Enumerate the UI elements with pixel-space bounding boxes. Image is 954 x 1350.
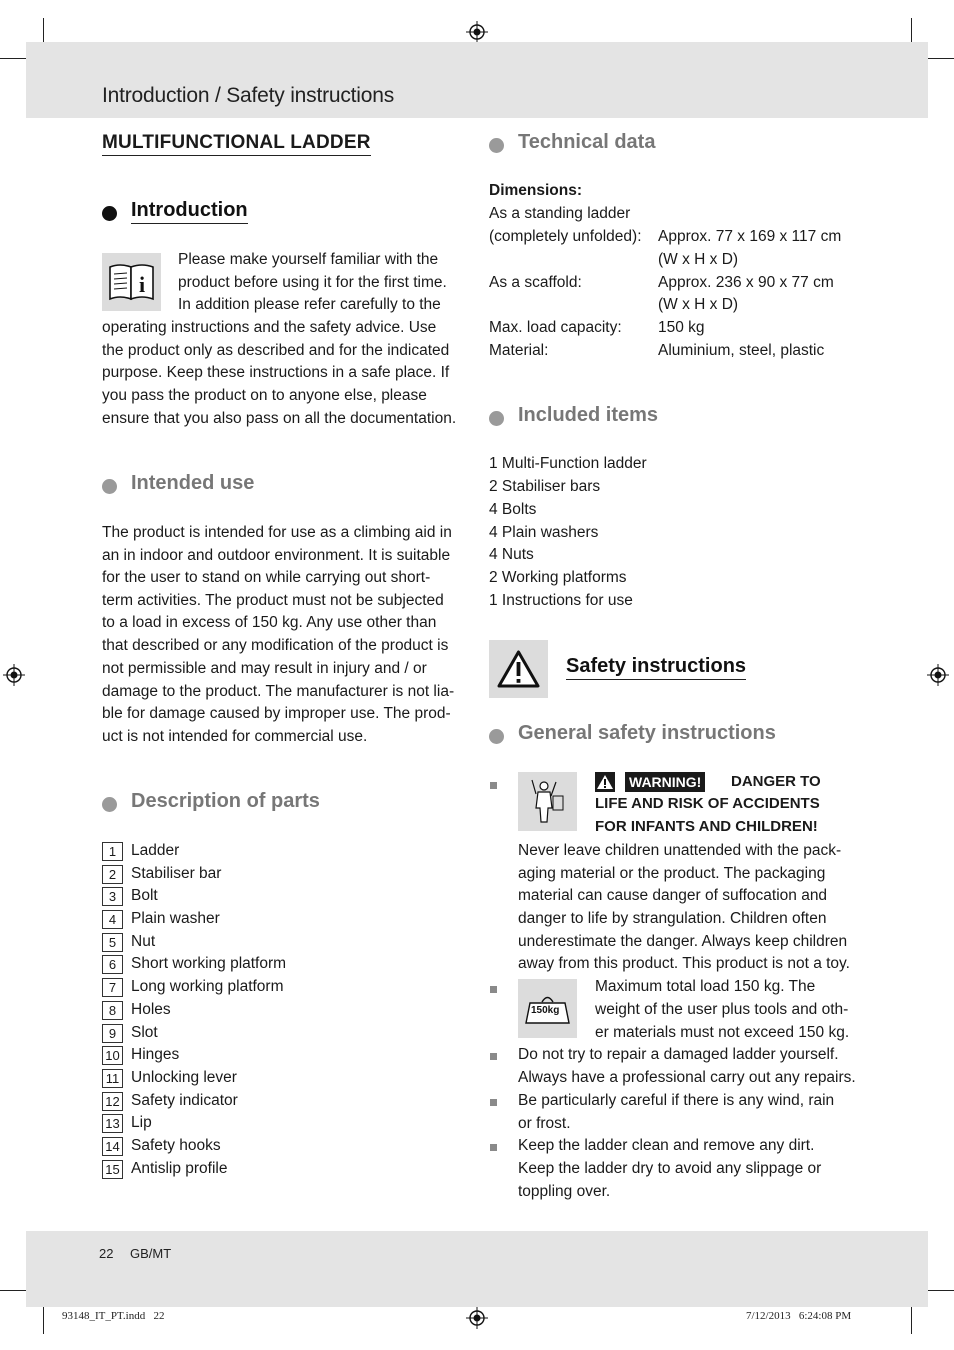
footer-band <box>26 1231 928 1307</box>
registration-mark-icon <box>3 664 25 686</box>
warning-triangle-icon <box>489 640 548 698</box>
read-manual-icon <box>102 253 161 311</box>
part-number: 3 <box>102 887 123 906</box>
intended-use-line: The product is intended for use as a climbing aid in <box>102 524 452 541</box>
intro-text-line: the product only as described and for the indicated <box>102 342 450 359</box>
safety-bullet-line: Keep the ladder clean and remove any dirt. <box>518 1137 815 1154</box>
tech-row-label: As a scaffold: <box>489 274 582 291</box>
tech-row-label: Max. load capacity: <box>489 319 622 336</box>
warning-body-line: Never leave children unattended with the pack- <box>518 842 842 859</box>
technical-data-heading: Technical data <box>518 131 656 153</box>
part-label: Safety indicator <box>131 1092 238 1109</box>
warning-body-line: underestimate the danger. Always keep children <box>518 933 848 950</box>
introduction-heading: Introduction <box>131 199 248 224</box>
part-number: 15 <box>102 1160 123 1179</box>
intended-use-line: not permissible and may result in injury and / or <box>102 660 427 677</box>
intended-use-line: to a load in excess of 150 kg. Any use other than <box>102 614 437 631</box>
intro-text-line: product before using it for the first time. <box>178 274 447 291</box>
intro-text-line: purpose. Keep these instructions in a safe place. If <box>102 364 450 381</box>
tech-row-label: As a standing ladder <box>489 205 631 222</box>
print-slug-date: 7/12/2013 6:24:08 PM <box>746 1310 852 1322</box>
included-item: 4 Plain washers <box>489 524 599 541</box>
part-number: 4 <box>102 910 123 929</box>
part-label: Slot <box>131 1024 158 1041</box>
list-bullet-icon <box>490 782 497 789</box>
part-number: 12 <box>102 1092 123 1111</box>
part-label: Long working platform <box>131 978 284 995</box>
included-item: 4 Nuts <box>489 546 534 563</box>
child-warning-icon <box>518 772 577 831</box>
part-number: 9 <box>102 1024 123 1043</box>
page-number: 22 <box>99 1246 114 1261</box>
part-number: 8 <box>102 1001 123 1020</box>
section-bullet-icon <box>489 411 504 426</box>
intended-use-line: that described or any modification of the product is <box>102 637 449 654</box>
country-code: GB/MT <box>130 1246 172 1261</box>
parts-heading: Description of parts <box>131 790 320 812</box>
tech-row-label: (completely unfolded): <box>489 228 642 245</box>
part-label: Bolt <box>131 887 158 904</box>
safety-bullet-line: Do not try to repair a damaged ladder yourself. <box>518 1046 839 1063</box>
safety-bullet-line: or frost. <box>518 1115 571 1132</box>
page-title: Introduction / Safety instructions <box>102 84 395 107</box>
part-number: 14 <box>102 1137 123 1156</box>
load-icon-text: 150kg <box>531 1005 560 1016</box>
warning-body-line: danger to life by strangulation. Children often <box>518 910 827 927</box>
load-text-line: er materials must not exceed 150 kg. <box>595 1024 850 1041</box>
tech-row-value: (W x H x D) <box>658 251 739 268</box>
svg-text:i: i <box>138 272 146 297</box>
safety-bullet-line: Be particularly careful if there is any wind, rain <box>518 1092 835 1109</box>
safety-instructions-heading: Safety instructions <box>566 655 746 680</box>
part-label: Nut <box>131 933 156 950</box>
intended-use-line: term activities. The product must not be subjected <box>102 592 444 609</box>
registration-mark-icon <box>927 664 949 686</box>
registration-mark-icon <box>466 1307 488 1329</box>
intended-use-line: an in indoor and outdoor environment. It is suitable <box>102 547 451 564</box>
tech-row-label: Material: <box>489 342 549 359</box>
part-number: 6 <box>102 955 123 974</box>
warning-body-line: away from this product. This product is not a toy. <box>518 955 850 972</box>
part-label: Ladder <box>131 842 180 859</box>
tech-row-value: Aluminium, steel, plastic <box>658 342 825 359</box>
part-label: Unlocking lever <box>131 1069 237 1086</box>
warning-title-line: DANGER TO <box>731 773 821 790</box>
intended-use-line: damage to the product. The manufacturer is not lia- <box>102 683 455 700</box>
warning-title-line: FOR INFANTS AND CHILDREN! <box>595 818 818 835</box>
tech-row-value: Approx. 77 x 169 x 117 cm <box>658 228 842 245</box>
section-bullet-icon <box>102 206 117 221</box>
tech-row-value: Approx. 236 x 90 x 77 cm <box>658 274 834 291</box>
tech-row-value: 150 kg <box>658 319 705 336</box>
list-bullet-icon <box>490 1099 497 1106</box>
part-number: 10 <box>102 1046 123 1065</box>
section-bullet-icon <box>102 479 117 494</box>
included-items-heading: Included items <box>518 404 659 426</box>
intro-text-line: you pass the product on to anyone else, please <box>102 387 427 404</box>
part-number: 11 <box>102 1069 123 1088</box>
crop-mark <box>43 1306 44 1334</box>
intro-text-line: In addition please refer carefully to the <box>178 296 441 313</box>
crop-mark <box>911 1306 912 1334</box>
included-item: 1 Instructions for use <box>489 592 633 609</box>
intended-use-line: for the user to stand on while carrying out short- <box>102 569 431 586</box>
part-number: 1 <box>102 842 123 861</box>
crop-mark <box>924 58 954 59</box>
section-bullet-icon <box>489 138 504 153</box>
load-text-line: Maximum total load 150 kg. The <box>595 978 816 995</box>
part-number: 2 <box>102 865 123 884</box>
included-item: 4 Bolts <box>489 501 537 518</box>
part-label: Holes <box>131 1001 171 1018</box>
main-title: MULTIFUNCTIONAL LADDER <box>102 132 371 156</box>
tech-row-value: (W x H x D) <box>658 296 739 313</box>
print-slug-file: 93148_IT_PT.indd 22 <box>62 1310 165 1322</box>
warning-title-line: LIFE AND RISK OF ACCIDENTS <box>595 795 820 812</box>
safety-bullet-line: Keep the ladder dry to avoid any slippage or <box>518 1160 822 1177</box>
intended-use-line: ble for damage caused by improper use. The prod- <box>102 705 451 722</box>
warning-body-line: aging material or the product. The packaging <box>518 865 826 882</box>
intended-use-heading: Intended use <box>131 472 255 494</box>
safety-bullet-line: toppling over. <box>518 1183 611 1200</box>
list-bullet-icon <box>490 1144 497 1151</box>
small-warning-icon <box>595 772 615 792</box>
section-bullet-icon <box>102 797 117 812</box>
part-label: Hinges <box>131 1046 180 1063</box>
part-number: 13 <box>102 1114 123 1133</box>
part-number: 7 <box>102 978 123 997</box>
safety-bullet-line: Always have a professional carry out any repairs. <box>518 1069 856 1086</box>
warning-label: WARNING! <box>625 772 705 792</box>
load-text-line: weight of the user plus tools and oth- <box>595 1001 849 1018</box>
part-label: Stabiliser bar <box>131 865 222 882</box>
intro-text-line: Please make yourself familiar with the <box>178 251 439 268</box>
included-item: 1 Multi-Function ladder <box>489 455 647 472</box>
warning-body-line: material can cause danger of suffocation and <box>518 887 828 904</box>
part-label: Safety hooks <box>131 1137 221 1154</box>
part-label: Plain washer <box>131 910 220 927</box>
registration-mark-icon <box>466 21 488 43</box>
list-bullet-icon <box>490 1053 497 1060</box>
crop-mark <box>924 1290 954 1291</box>
part-label: Lip <box>131 1114 152 1131</box>
part-label: Short working platform <box>131 955 287 972</box>
part-number: 5 <box>102 933 123 952</box>
list-bullet-icon <box>490 986 497 993</box>
intro-text-line: operating instructions and the safety advice. Use <box>102 319 437 336</box>
section-bullet-icon <box>489 729 504 744</box>
included-item: 2 Working platforms <box>489 569 627 586</box>
general-safety-heading: General safety instructions <box>518 722 776 744</box>
included-item: 2 Stabiliser bars <box>489 478 601 495</box>
part-label: Antislip profile <box>131 1160 228 1177</box>
intended-use-line: uct is not intended for commercial use. <box>102 728 368 745</box>
intro-text-line: ensure that you also pass on all the documentation. <box>102 410 457 427</box>
dimensions-label: Dimensions: <box>489 182 583 199</box>
